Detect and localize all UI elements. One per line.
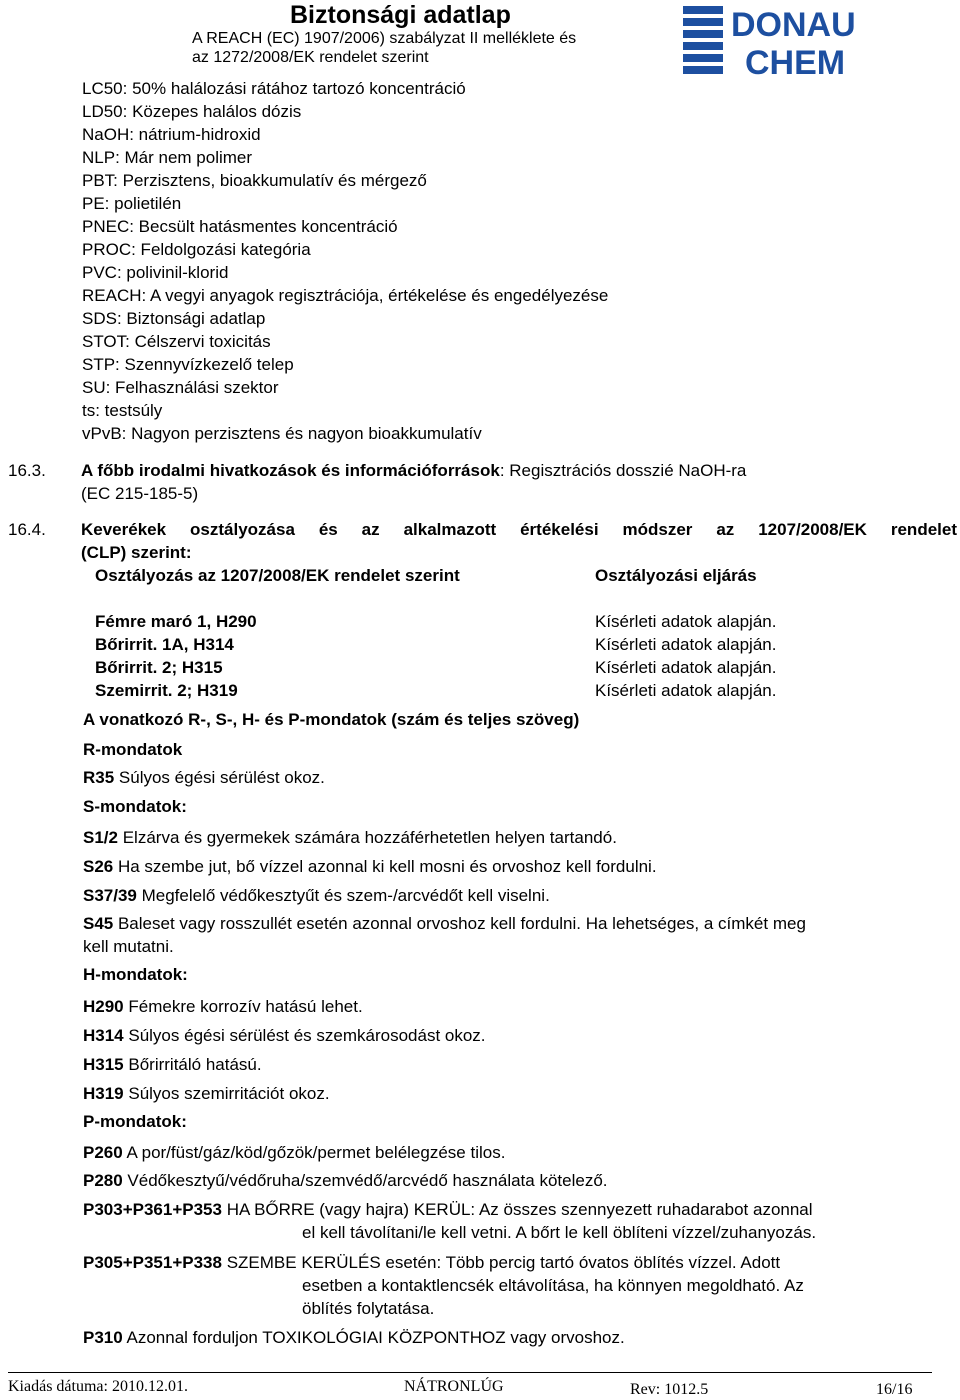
section-16-4-title: Keverékek osztályozása és az alkalmazott értékelési módszer az 1207/2008/EK rendelet (81, 520, 957, 539)
h-phrases-heading: H-mondatok: (83, 965, 188, 984)
s-phrases-heading: S-mondatok: (83, 797, 187, 816)
list-item: PVC: polivinil-klorid (82, 263, 229, 282)
phrase-code: P280 (83, 1171, 123, 1190)
phrase-text: Ha szembe jut, bő vízzel azonnal ki kell mosni és orvoshoz kell fordulni. (113, 857, 657, 876)
product-name: NÁTRONLÚG (404, 1378, 504, 1395)
list-item: NLP: Már nem polimer (82, 148, 253, 167)
list-item: PBT: Perzisztens, bioakkumulatív és mérgező (82, 171, 427, 190)
phrase-h290 (83, 997, 363, 1017)
regulation-line-1: A REACH (EC) 1907/2006) szabályzat II melléklete és (192, 30, 577, 47)
list-item: NaOH: nátrium-hidroxid (82, 125, 261, 144)
footer-divider (8, 1372, 932, 1373)
section-number-16-3: 16.3. (8, 461, 46, 480)
phrase-text: Fémekre korrozív hatású lehet. (123, 997, 363, 1016)
phrase-p260 (83, 1143, 505, 1163)
logo-text-donau: DONAU (731, 6, 856, 44)
phrase-text: A por/füst/gáz/köd/gőzök/permet belélegzése tilos. (122, 1143, 506, 1162)
phrase-text: Védőkesztyű/védőruha/szemvédő/arcvédő használata kötelező. (122, 1171, 608, 1190)
document-title: Biztonsági adatlap (290, 1, 511, 29)
phrase-text: SZEMBE KERÜLÉS esetén: Több percig tartó óvatos öblítés vízzel. Adott (221, 1253, 781, 1272)
issue-date: Kiadás dátuma: 2010.12.01. (8, 1378, 188, 1395)
list-item: REACH: A vegyi anyagok regisztrációja, értékelése és engedélyezése (82, 286, 609, 305)
list-item: ts: testsúly (82, 401, 163, 420)
list-item: PE: polietilén (82, 194, 182, 213)
phrase-h319 (83, 1084, 330, 1104)
phrase-text: HA BŐRRE (vagy hajra) KERÜL: Az összes szennyezett ruhadarabot azonnal (221, 1200, 813, 1219)
phrase-code: R35 (83, 768, 115, 787)
phrase-text: Súlyos égési sérülést és szemkárosodást okoz. (123, 1026, 486, 1045)
phrase-code: S1/2 (83, 828, 118, 847)
phrase-text: Elzárva és gyermekek számára hozzáférhetetlen helyen tartandó. (117, 828, 617, 847)
donauchem-logo (683, 6, 919, 78)
phrase-text: Súlyos égési sérülést okoz. (114, 768, 325, 787)
phrase-r35 (83, 768, 325, 788)
section-16-3-text (81, 461, 746, 481)
list-item: STP: Szennyvízkezelő telep (82, 355, 294, 374)
phrase-code: S37/39 (83, 886, 137, 905)
phrase-p305 (83, 1253, 780, 1273)
phrase-p310 (83, 1328, 625, 1348)
phrase-text: Baleset vagy rosszullét esetén azonnal orvoshoz kell fordulni. Ha lehetséges, a címkét meg (113, 914, 806, 933)
phrase-s26 (83, 857, 657, 877)
phrase-code: P303+P361+P353 (83, 1200, 222, 1219)
phrase-p303 (83, 1200, 813, 1220)
phrase-s1-2 (83, 828, 617, 848)
phrase-code: S26 (83, 857, 114, 876)
list-item: STOT: Célszervi toxicitás (82, 332, 271, 351)
table-cell-method: Kísérleti adatok alapján. (595, 681, 777, 700)
phrase-p280 (83, 1171, 608, 1191)
phrase-h315 (83, 1055, 262, 1075)
phrase-p303-line2: el kell távolítani/le kell vetni. A bőrt le kell öblíteni vízzel/zuhanyozás. (302, 1223, 817, 1242)
table-cell-method: Kísérleti adatok alapján. (595, 658, 777, 677)
table-cell-classification: Bőrirrit. 1A, H314 (95, 635, 234, 654)
list-item: vPvB: Nagyon perzisztens és nagyon bioakkumulatív (82, 424, 482, 443)
section-16-3-label: A főbb irodalmi hivatkozások és információforrások (81, 461, 500, 480)
revision: Rev: 1012.5 (630, 1381, 709, 1398)
phrase-text: Azonnal forduljon TOXIKOLÓGIAI KÖZPONTHOZ vagy orvoshoz. (122, 1328, 625, 1347)
page-number: 16/16 (876, 1381, 913, 1398)
section-16-3-value: : Regisztrációs dosszié NaOH-ra (499, 461, 747, 480)
list-item: LC50: 50% halálozási rátához tartozó koncentráció (82, 79, 466, 98)
phrase-code: S45 (83, 914, 114, 933)
phrase-text: Bőrirritáló hatású. (123, 1055, 262, 1074)
section-16-3-value-line2: (EC 215-185-5) (81, 484, 199, 503)
phrase-text: Súlyos szemirritációt okoz. (123, 1084, 330, 1103)
phrase-code: P310 (83, 1328, 123, 1347)
phrases-heading: A vonatkozó R-, S-, H- és P-mondatok (szám és teljes szöveg) (83, 710, 580, 729)
table-cell-method: Kísérleti adatok alapján. (595, 635, 777, 654)
table-cell-method: Kísérleti adatok alapján. (595, 612, 777, 631)
list-item: PROC: Feldolgozási kategória (82, 240, 311, 259)
table-cell-classification: Bőrirrit. 2; H315 (95, 658, 223, 677)
phrase-h314 (83, 1026, 486, 1046)
method-column-header: Osztályozási eljárás (595, 566, 757, 585)
table-cell-classification: Fémre maró 1, H290 (95, 612, 257, 631)
logo-text-chem: CHEM (745, 44, 846, 78)
list-item: SDS: Biztonsági adatlap (82, 309, 266, 328)
phrase-s45 (83, 914, 806, 934)
r-phrases-heading: R-mondatok (83, 740, 183, 759)
regulation-line-2: az 1272/2008/EK rendelet szerint (192, 49, 429, 66)
p-phrases-heading: P-mondatok: (83, 1112, 187, 1131)
list-item: LD50: Közepes halálos dózis (82, 102, 302, 121)
phrase-code: H314 (83, 1026, 124, 1045)
phrase-code: P305+P351+P338 (83, 1253, 222, 1272)
section-16-4-title-line2: (CLP) szerint: (81, 543, 192, 562)
phrase-p305-line2: esetben a kontaktlencsék eltávolítása, ha könnyen megoldható. Az (302, 1276, 804, 1295)
phrase-s37-39 (83, 886, 550, 906)
classification-column-header: Osztályozás az 1207/2008/EK rendelet szerint (95, 566, 460, 585)
phrase-code: P260 (83, 1143, 123, 1162)
phrase-code: H315 (83, 1055, 124, 1074)
phrase-code: H290 (83, 997, 124, 1016)
list-item: PNEC: Becsült hatásmentes koncentráció (82, 217, 398, 236)
phrase-p305-line3: öblítés folytatása. (302, 1299, 435, 1318)
phrase-text: Megfelelő védőkesztyűt és szem-/arcvédőt kell viselni. (136, 886, 550, 905)
section-number-16-4: 16.4. (8, 520, 46, 539)
phrase-s45-line2: kell mutatni. (83, 937, 174, 956)
phrase-code: H319 (83, 1084, 124, 1103)
table-cell-classification: Szemirrit. 2; H319 (95, 681, 238, 700)
list-item: SU: Felhasználási szektor (82, 378, 279, 397)
